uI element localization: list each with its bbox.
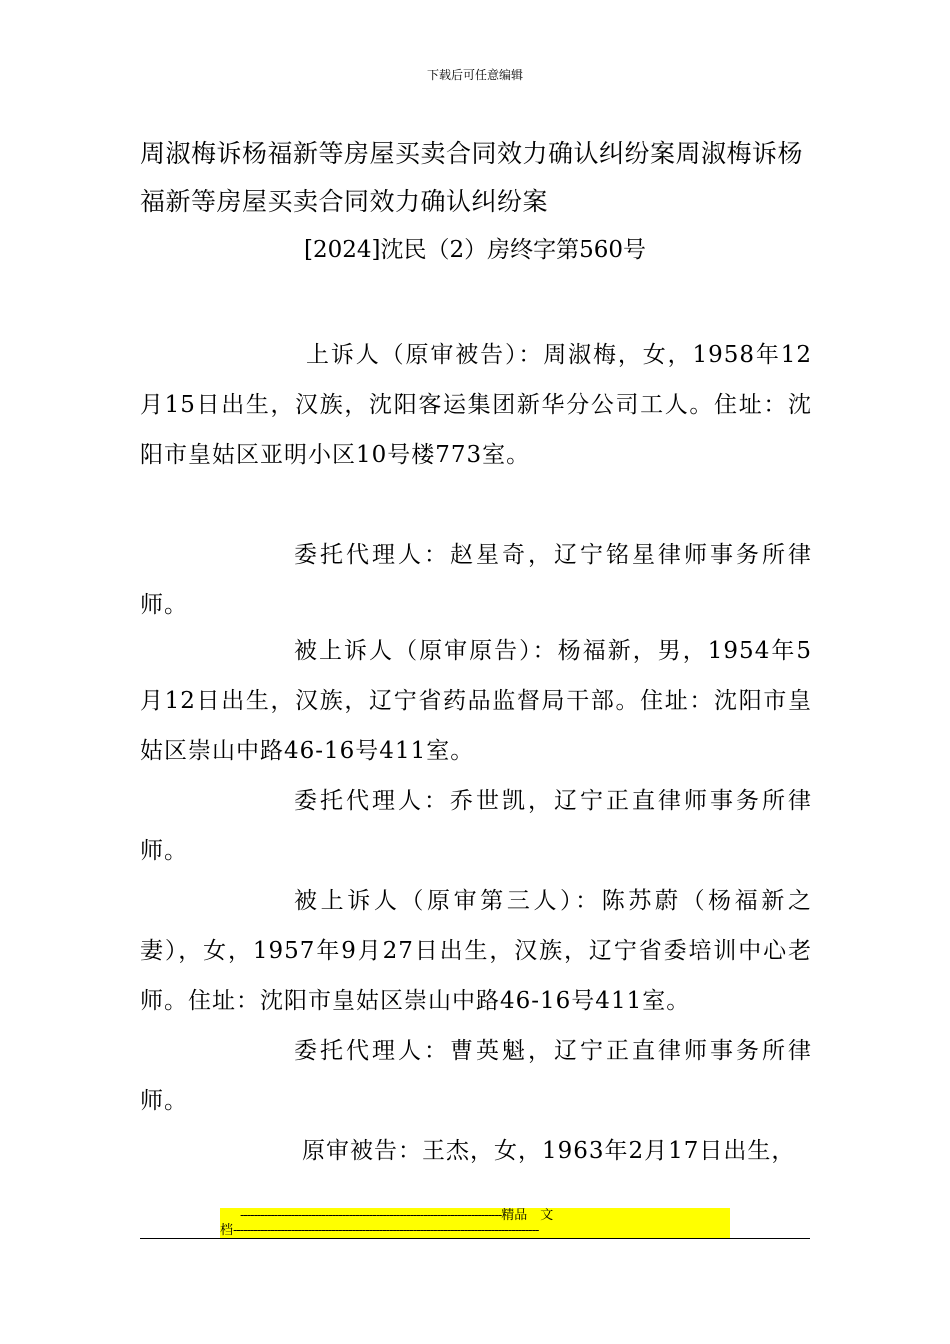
footer-watermark <box>220 1208 730 1238</box>
footer-label-1: 精品 文 <box>501 1208 554 1223</box>
paragraph-original-defendant: 原审被告：王杰，女，1963年2月17日出生， <box>302 1138 796 1164</box>
paragraph-appellant: 上诉人（原审被告）：周淑梅，女，1958年12月15日出生，汉族，沈阳客运集团新华分公司工人。住址：沈阳市皇姑区亚明小区10号楼773室。 <box>140 342 812 468</box>
footer-rule <box>140 1238 810 1239</box>
paragraph-third-party: 被上诉人（原审第三人）：陈苏蔚（杨福新之妻），女，1957年9月27日出生，汉族，辽宁省委培训中心老师。住址：沈阳市皇姑区崇山中路46-16号411室。 <box>140 888 812 1014</box>
footer-label-2: 档 <box>220 1223 234 1238</box>
paragraph-appellant-agent: 委托代理人：赵星奇，辽宁铭星律师事务所律师。 <box>140 542 812 618</box>
header-note: 下载后可任意编辑 <box>426 68 523 82</box>
case-number: [2024]沈民（2）房终字第560号 <box>303 237 646 263</box>
paragraph-third-party-agent: 委托代理人：曹英魁，辽宁正直律师事务所律师。 <box>140 1038 812 1114</box>
footer-dashes-2: ------------------------------------------------------------------------------------------ <box>233 1223 539 1238</box>
document-title: 周淑梅诉杨福新等房屋买卖合同效力确认纠纷案周淑梅诉杨福新等房屋买卖合同效力确认纠纷案 <box>140 139 804 216</box>
footer-line-2 <box>220 1223 730 1238</box>
footer-line-1 <box>240 1208 730 1223</box>
paragraph-appellee-agent: 委托代理人：乔世凯，辽宁正直律师事务所律师。 <box>140 788 812 864</box>
paragraph-appellee: 被上诉人（原审原告）：杨福新，男，1954年5月12日出生，汉族，辽宁省药品监督局干部。住址：沈阳市皇姑区崇山中路46-16号411室。 <box>140 638 812 764</box>
footer-dashes-1: ----------------------------------------------------------------------------- <box>240 1208 502 1223</box>
